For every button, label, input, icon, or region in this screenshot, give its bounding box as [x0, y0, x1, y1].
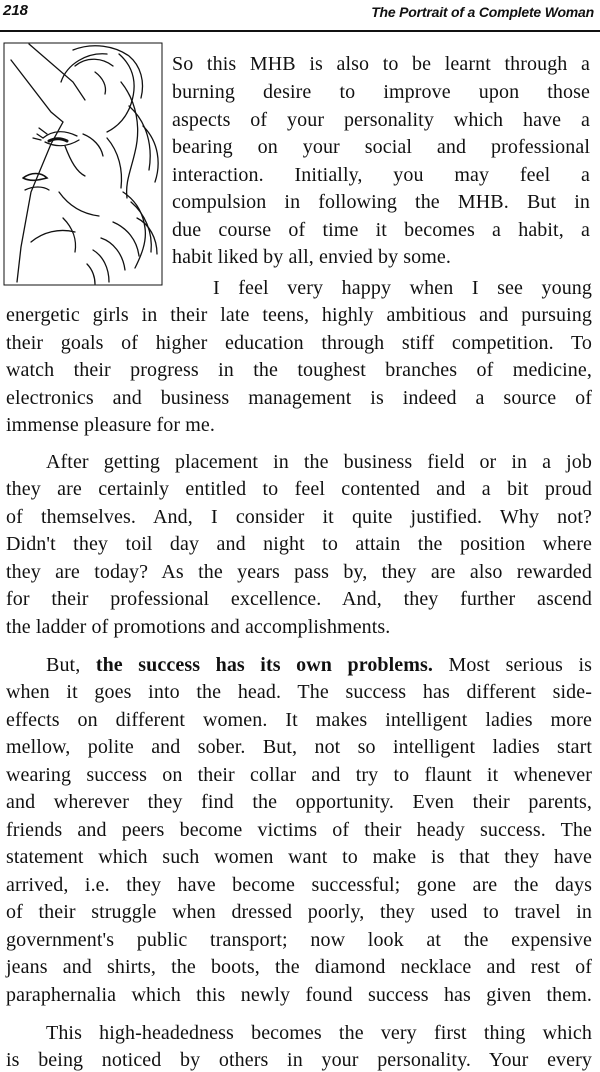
body-line: government's public transport; now look at the expensive — [6, 929, 592, 951]
body-line: wearing success on their collar and try to flaunt it whenever — [6, 764, 592, 786]
book-title: The Portrait of a Complete Woman — [371, 4, 594, 20]
body-line: immense pleasure for me. — [6, 414, 215, 436]
body-line: habit liked by all, envied by some. — [172, 246, 451, 268]
body-line: they are certainly entitled to feel contented and a bit proud — [6, 478, 592, 500]
body-line: effects on different women. It makes intelligent ladies more — [6, 709, 592, 731]
body-line: when it goes into the head. The success has different side- — [6, 681, 592, 703]
body-line: of themselves. And, I consider it quite justified. Why not? — [6, 506, 592, 528]
body-line: due course of time it becomes a habit, a — [172, 219, 590, 241]
page-number: 218 — [3, 2, 29, 19]
body-line: burning desire to improve upon those — [172, 81, 590, 103]
body-line: aspects of your personality which have a — [172, 109, 590, 131]
body-line: interaction. Initially, you may feel a — [172, 164, 590, 186]
body-line: is being noticed by others in your personality. Your every — [6, 1049, 592, 1071]
trailing-text: Most serious is — [433, 654, 592, 676]
body-line: jeans and shirts, the boots, the diamond necklace and rest of — [6, 956, 592, 978]
body-line: mellow, polite and sober. But, not so intelligent ladies start — [6, 736, 592, 758]
body-line: of their struggle when dressed poorly, they used to travel in — [6, 901, 592, 923]
body-line: the ladder of promotions and accomplishments. — [6, 616, 391, 638]
body-line: they are today? As the years pass by, they are also rewarded — [6, 561, 592, 583]
body-line: I feel very happy when I see young — [213, 277, 592, 299]
body-line: Didn't they toil day and night to attain the position where — [6, 533, 592, 555]
body-line: arrived, i.e. they have become successful; gone are the days — [6, 874, 592, 896]
emphasis-text: the success has its own problems. — [95, 654, 434, 676]
running-header — [0, 0, 600, 32]
body-line: statement which such women want to make is that they have — [6, 846, 592, 868]
body-line-with-emphasis — [46, 653, 592, 677]
body-line: watch their progress in the toughest branches of medicine, — [6, 359, 592, 381]
lead-text: But, — [46, 654, 96, 676]
body-line: and wherever they find the opportunity. Even their parents, — [6, 791, 592, 813]
body-line: electronics and business management is indeed a source of — [6, 387, 592, 409]
body-line: compulsion in following the MHB. But in — [172, 191, 590, 213]
body-line: After getting placement in the business field or in a job — [46, 451, 592, 473]
body-line: their goals of higher education through stiff competition. To — [6, 332, 592, 354]
body-line: paraphernalia which this newly found success has given them. — [6, 984, 592, 1006]
body-line: for their professional excellence. And, they further ascend — [6, 588, 592, 610]
body-line: bearing on your social and professional — [172, 136, 590, 158]
body-line: This high-headedness becomes the very first thing which — [46, 1022, 592, 1044]
body-line: energetic girls in their late teens, highly ambitious and pursuing — [6, 304, 592, 326]
woman-face-illustration — [3, 42, 163, 286]
body-line: So this MHB is also to be learnt through a — [172, 53, 590, 75]
body-line: friends and peers become victims of their heady success. The — [6, 819, 592, 841]
